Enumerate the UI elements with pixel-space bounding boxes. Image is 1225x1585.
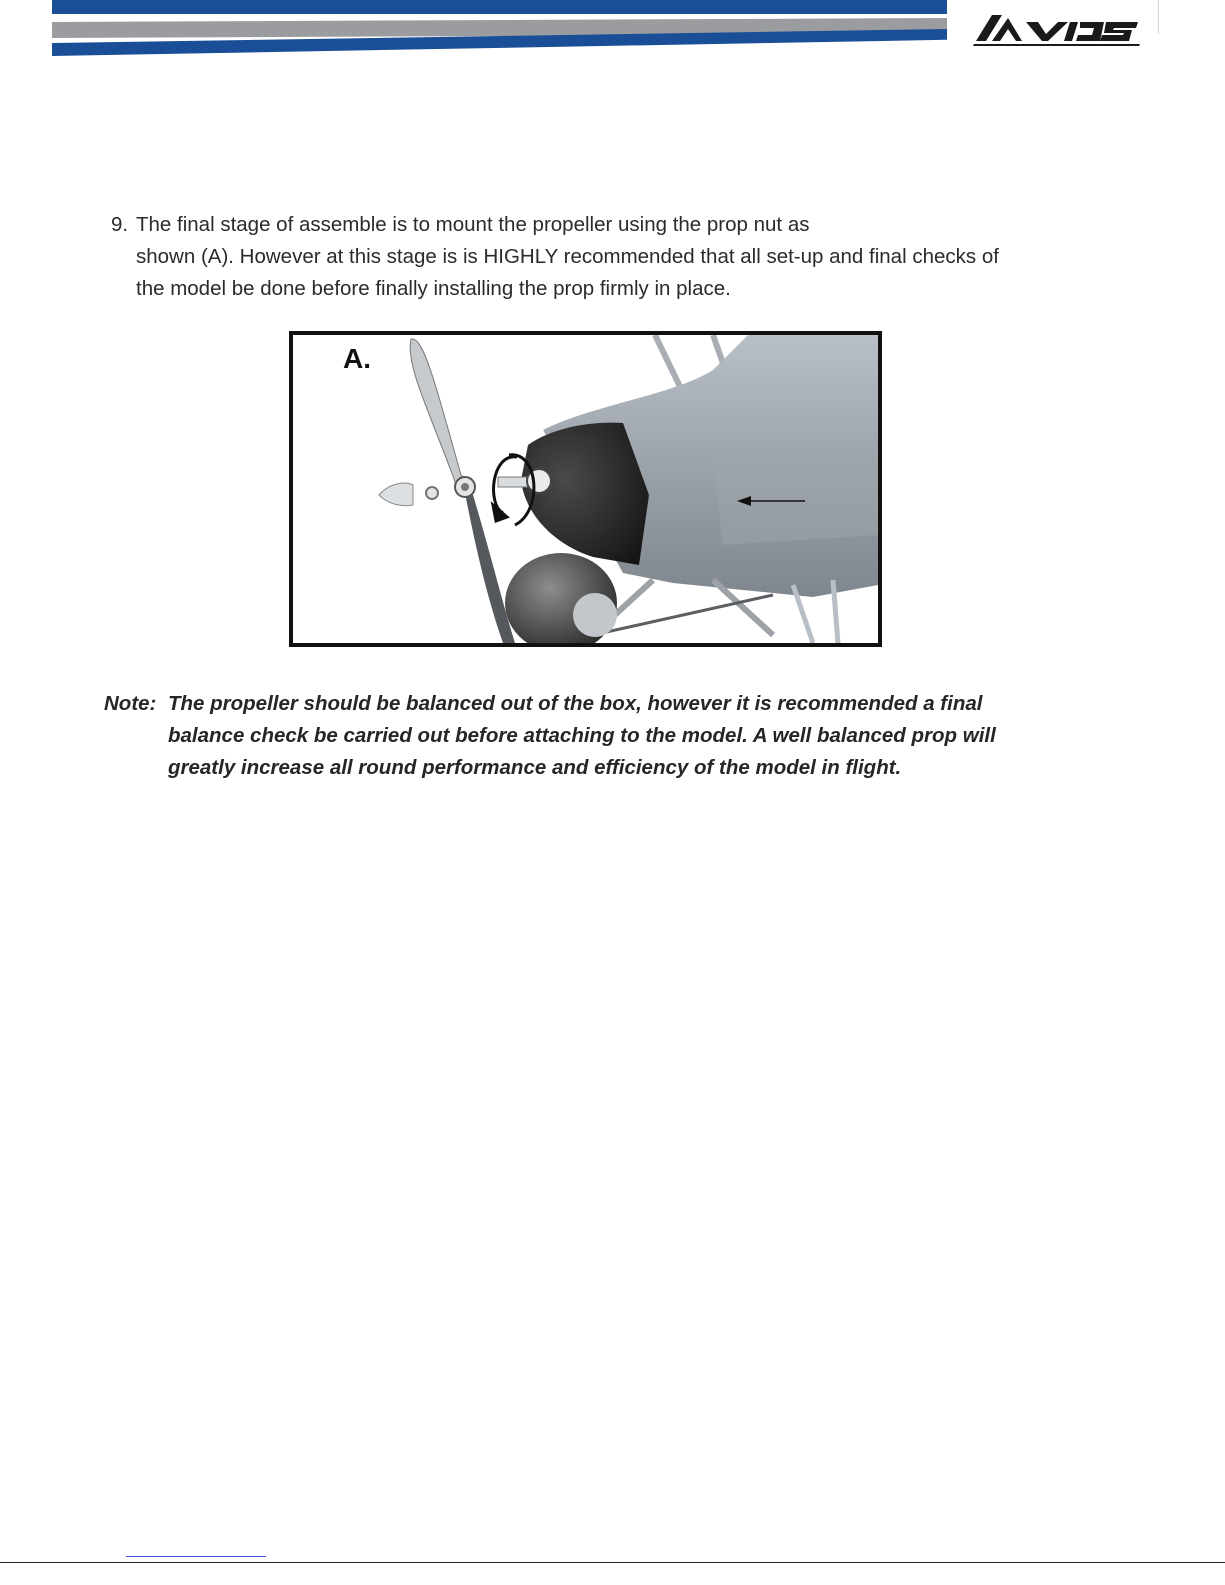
- note-label: Note:: [104, 692, 157, 715]
- note-line-3: greatly increase all round performance and efficiency of the model in flight.: [168, 756, 902, 779]
- note-line-2: balance check be carried out before attaching to the model. A well balanced prop will: [168, 724, 996, 747]
- washer-icon: [426, 487, 438, 499]
- wheel-icon: [505, 553, 617, 643]
- step-line-2: shown (A). However at this stage is is HIGHLY recommended that all set-up and final checks of: [136, 245, 999, 268]
- header-band-blue-top: [52, 0, 947, 14]
- figure-a-propeller-mount: [289, 331, 882, 647]
- footer-divider: [0, 1562, 1225, 1563]
- figure-label: A.: [343, 343, 371, 374]
- step-line-3: the model be done before finally installing the prop firmly in place.: [136, 277, 731, 300]
- step-number: 9.: [111, 213, 129, 236]
- step-line-1: The final stage of assemble is to mount the propeller using the prop nut as: [136, 213, 810, 236]
- avios-logo: [972, 8, 1144, 48]
- note-line-1: The propeller should be balanced out of the box, however it is recommended a final: [168, 692, 983, 715]
- spinner-icon: [379, 483, 413, 506]
- footer-link-underline[interactable]: [126, 1556, 266, 1557]
- header-divider: [1158, 0, 1159, 34]
